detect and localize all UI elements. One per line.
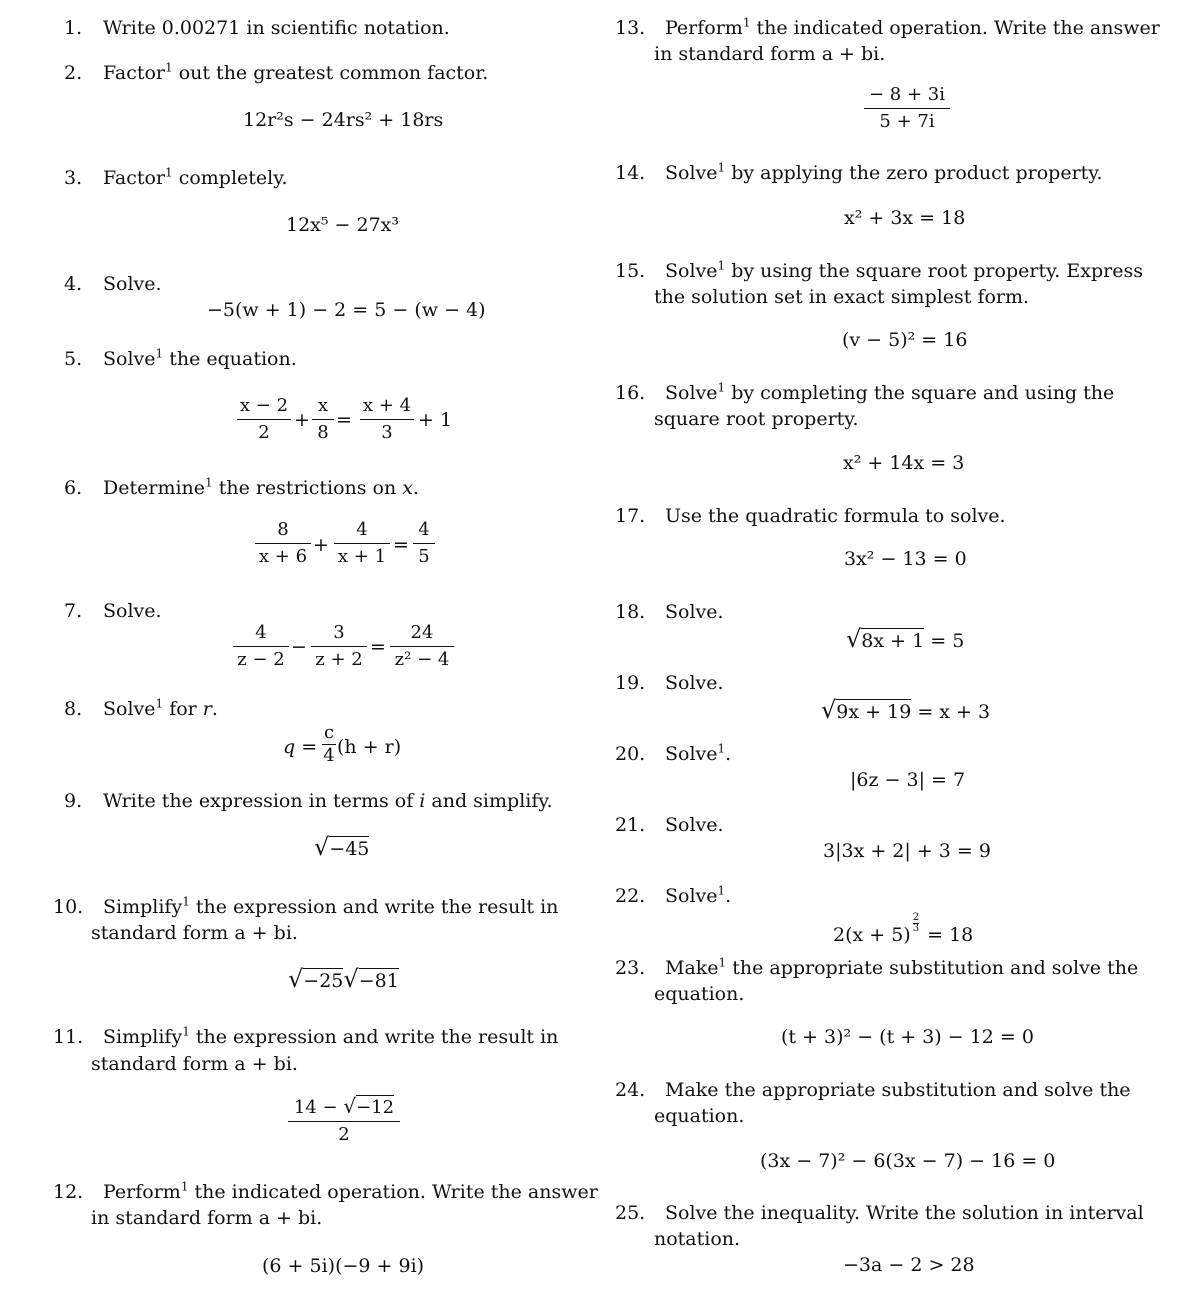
problem-5-instruction: Solve$^1$ the equation. [103, 346, 297, 370]
problem-4-expression: −5(w + 1) − 2 = 5 − (w − 4) [207, 299, 486, 321]
problem-20-expression: |6z − 3| = 7 [850, 769, 966, 791]
problem-25-expression: −3a − 2 > 28 [843, 1254, 975, 1276]
problem-23-expression: (t + 3)² − (t + 3) − 12 = 0 [781, 1026, 1034, 1048]
problem-2-number: 2. [64, 62, 83, 84]
problem-10-instruction: Simplify$^1$ the expression and write the result in [103, 894, 559, 918]
problem-3-number: 3. [64, 167, 83, 189]
problem-9-number: 9. [64, 790, 83, 812]
problem-3-expression: 12x⁵ − 27x³ [286, 214, 400, 236]
problem-11-instruction-line2: standard form a + bi. [91, 1053, 298, 1075]
problem-15-expression: (v − 5)² = 16 [842, 329, 968, 351]
problem-22-instruction: Solve$^1$. [665, 883, 732, 907]
problem-13-instruction: Perform$^1$ the indicated operation. Write the answer [665, 15, 1160, 39]
problem-14-instruction: Solve$^1$ by applying the zero product property. [665, 160, 1103, 184]
problem-7-fraction-3: 24 z² − 4 [390, 624, 454, 669]
problem-8-lhs: q = [283, 736, 318, 758]
problem-8-instruction: Solve$^1$ for r. [103, 696, 218, 720]
problem-19-number: 19. [615, 672, 646, 694]
problem-6-fraction-2: 4 x + 1 [334, 521, 390, 566]
problem-6-plus: + [313, 534, 329, 556]
problem-5-fraction-1: x − 2 2 [237, 397, 291, 442]
problem-12-instruction: Perform$^1$ the indicated operation. Write the answer [103, 1179, 598, 1203]
problem-17-instruction: Use the quadratic formula to solve. [665, 505, 1006, 527]
problem-25-number: 25. [615, 1202, 646, 1224]
problem-6-fraction-3: 4 5 [413, 521, 435, 566]
problem-8-number: 8. [64, 698, 83, 720]
problem-24-instruction: Make the appropriate substitution and solve the [665, 1079, 1131, 1101]
problem-15-instruction-line2: the solution set in exact simplest form. [654, 286, 1030, 308]
problem-20-instruction: Solve$^1$. [665, 741, 732, 765]
problem-14-expression: x² + 3x = 18 [844, 207, 966, 229]
problem-4-number: 4. [64, 273, 83, 295]
problem-7-minus: − [291, 636, 307, 658]
problem-3-instruction: Factor$^1$ completely. [103, 165, 288, 189]
problem-23-number: 23. [615, 957, 646, 979]
problem-16-instruction: Solve$^1$ by completing the square and using the [665, 380, 1115, 404]
problem-1-instruction: Write 0.00271 in scientific notation. [103, 17, 450, 39]
problem-5-number: 5. [64, 348, 83, 370]
problem-5-fraction-2: x 8 [312, 397, 334, 442]
problem-16-instruction-line2: square root property. [654, 408, 859, 430]
problem-21-instruction: Solve. [665, 814, 724, 836]
problem-15-instruction: Solve$^1$ by using the square root property. Express [665, 258, 1143, 282]
problem-23-instruction-line2: equation. [654, 983, 745, 1005]
problem-5-equals: = [336, 409, 352, 431]
problem-5-plus: + [294, 409, 310, 431]
problem-16-expression: x² + 14x = 3 [843, 452, 965, 474]
problem-25-instruction-line2: notation. [654, 1228, 741, 1250]
problem-12-expression: (6 + 5i)(−9 + 9i) [262, 1255, 425, 1277]
problem-24-expression: (3x − 7)² − 6(3x − 7) − 16 = 0 [760, 1150, 1056, 1172]
problem-13-instruction-line2: in standard form a + bi. [654, 43, 886, 65]
problem-12-number: 12. [53, 1181, 84, 1203]
problem-24-instruction-line2: equation. [654, 1105, 745, 1127]
problem-10-instruction-line2: standard form a + bi. [91, 922, 298, 944]
problem-18-expression: √8x + 1 = 5 [846, 625, 965, 653]
problem-6-equals: = [393, 534, 409, 556]
problem-2-instruction: Factor$^1$ out the greatest common factor. [103, 60, 489, 84]
problem-10-expression: √−25√−81 [288, 965, 399, 993]
problem-18-instruction: Solve. [665, 601, 724, 623]
problem-7-instruction: Solve. [103, 600, 162, 622]
problem-9-instruction: Write the expression in terms of i and simplify. [103, 790, 553, 812]
problem-20-number: 20. [615, 743, 646, 765]
problem-1-number: 1. [64, 17, 83, 39]
problem-8-fraction: c 4 [323, 722, 335, 766]
problem-11-instruction: Simplify$^1$ the expression and write the result in [103, 1024, 559, 1048]
problem-21-expression: 3|3x + 2| + 3 = 9 [823, 840, 991, 862]
problem-6-number: 6. [64, 477, 83, 499]
problem-5-tail: + 1 [418, 409, 453, 431]
problem-21-number: 21. [615, 814, 646, 836]
problem-12-instruction-line2: in standard form a + bi. [91, 1207, 323, 1229]
problem-5-fraction-3: x + 4 3 [360, 397, 414, 442]
problem-22-number: 22. [615, 885, 646, 907]
problem-11-fraction: 14 − √−12 2 [288, 1096, 400, 1144]
problem-6-instruction: Determine$^1$ the restrictions on x. [103, 475, 420, 499]
problem-17-expression: 3x² − 13 = 0 [844, 548, 967, 570]
problem-22-expression: 2(x + 5) $\frac{2}{3}$ = 18 [833, 912, 974, 946]
problem-11-number: 11. [53, 1026, 84, 1048]
problem-15-number: 15. [615, 260, 646, 282]
problem-23-instruction: Make$^1$ the appropriate substitution and solve the [665, 955, 1139, 979]
problem-13-fraction: − 8 + 3i 5 + 7i [864, 86, 950, 131]
problem-8-rhs: (h + r) [337, 736, 402, 758]
problem-19-expression: √9x + 19 = x + 3 [821, 696, 991, 724]
problem-24-number: 24. [615, 1079, 646, 1101]
problem-6-fraction-1: 8 x + 6 [255, 521, 311, 566]
problem-7-equals: = [370, 636, 386, 658]
problem-2-expression: 12r²s − 24rs² + 18rs [243, 109, 444, 131]
problem-18-number: 18. [615, 601, 646, 623]
problem-7-number: 7. [64, 600, 83, 622]
problem-7-fraction-2: 3 z + 2 [311, 624, 367, 669]
problem-9-radical: √−45 [314, 833, 370, 861]
problem-4-instruction: Solve. [103, 273, 162, 295]
problem-16-number: 16. [615, 382, 646, 404]
problem-7-fraction-1: 4 z − 2 [233, 624, 289, 669]
problem-25-instruction: Solve the inequality. Write the solution in interval [665, 1202, 1144, 1224]
problem-13-number: 13. [615, 17, 646, 39]
problem-10-number: 10. [53, 896, 84, 918]
problem-19-instruction: Solve. [665, 672, 724, 694]
problem-14-number: 14. [615, 162, 646, 184]
problem-17-number: 17. [615, 505, 646, 527]
